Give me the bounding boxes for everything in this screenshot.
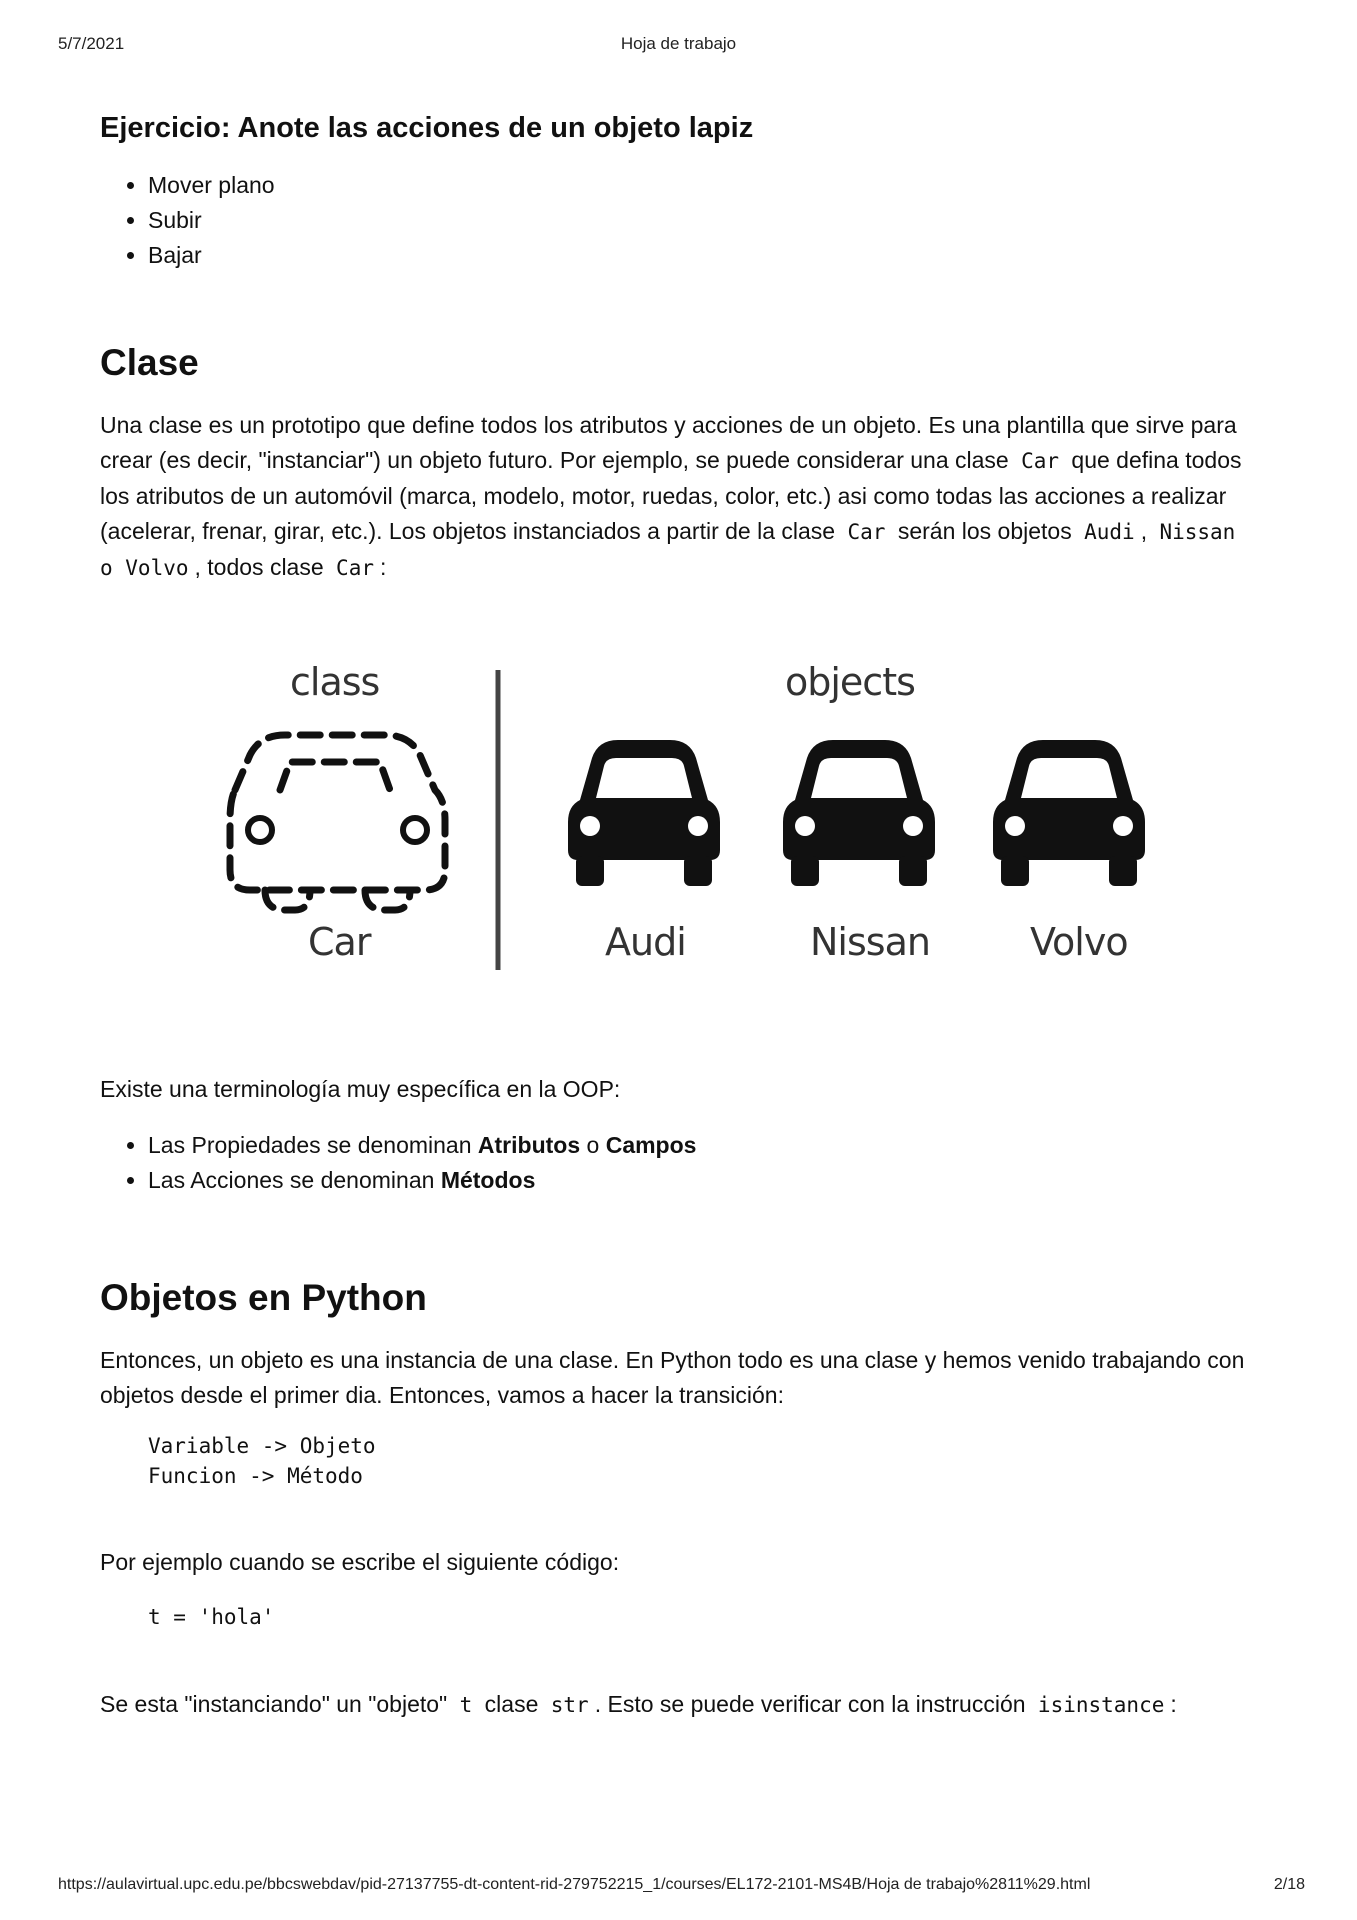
inline-code: Nissan o Volvo — [100, 520, 1236, 580]
car-icon-volvo — [993, 740, 1145, 886]
text: , todos clase — [194, 554, 324, 580]
inline-code: isinstance — [1037, 1693, 1165, 1717]
car-icon-audi — [568, 740, 720, 886]
code-block: Variable -> Objeto Funcion -> Método — [148, 1434, 376, 1488]
wheel-circle — [403, 818, 427, 842]
example-code: t = 'hola' — [148, 1605, 275, 1629]
class-objects-figure — [190, 640, 1150, 980]
object-label-volvo: Volvo — [1030, 920, 1128, 964]
list-item: • Mover plano — [148, 168, 275, 203]
wheel-circle — [248, 818, 272, 842]
text: Una clase es un prototipo que define todos los atributos y acciones de un objeto. Es una plantilla que sirve para crear (es decir, "instanciar") un objeto futuro. Por ejemplo, se puede considerar una clase — [100, 412, 1237, 473]
text: o — [586, 1132, 600, 1158]
text: que defina todos los atributos de un automóvil (marca, modelo, motor, ruedas, color, etc.) asi como todas las acciones a realizar (acelerar, frenar, girar, etc.). Los objetos instanciados a partir de la clase — [100, 447, 1242, 544]
inline-code: Car — [847, 520, 886, 544]
last-paragraph — [100, 1687, 1260, 1723]
class-car-label: Car — [308, 920, 371, 964]
objects-label: objects — [785, 660, 915, 704]
bold-term: Métodos — [440, 1167, 536, 1193]
class-label: class — [290, 660, 380, 704]
text: : — [1170, 1691, 1177, 1717]
inline-code: str — [550, 1693, 589, 1717]
objetos-paragraph: Entonces, un objeto es una instancia de una clase. En Python todo es una clase y hemos venido trabajando con objetos desde el primer dia. Entonces, vamos a hacer la transición: — [100, 1347, 1245, 1408]
header-title: Hoja de trabajo — [620, 34, 737, 53]
text: Las Propiedades se denominan — [148, 1132, 472, 1158]
inline-code: t — [459, 1693, 473, 1717]
inline-code: Car — [336, 556, 374, 580]
text: clase — [484, 1691, 539, 1717]
terminology-intro: Existe una terminología muy específica en la OOP: — [100, 1076, 621, 1102]
section-heading-clase: Clase — [100, 342, 199, 383]
bold-term: Atributos — [477, 1132, 581, 1158]
text: Se esta "instanciando" un "objeto" — [100, 1691, 448, 1717]
text: , — [1140, 518, 1148, 544]
object-label-nissan: Nissan — [810, 920, 930, 964]
list-item: • Subir — [148, 203, 275, 238]
example-intro: Por ejemplo cuando se escribe el siguiente código: — [100, 1549, 620, 1575]
footer-url: https://aulavirtual.upc.edu.pe/bbcswebdav/pid-27137755-dt-content-rid-279752215_1/courses/EL172-2101-MS4B/Hoja de trabajo%2811%29.html — [58, 1876, 1091, 1893]
bold-term: Campos — [605, 1132, 697, 1158]
car-icon-nissan — [783, 740, 935, 886]
text: Las Acciones se denominan — [148, 1167, 435, 1193]
dashed-car-icon — [230, 735, 445, 910]
object-label-audi: Audi — [605, 920, 686, 964]
text: : — [379, 554, 387, 580]
exercise-title: Ejercicio: Anote las acciones de un objeto lapiz — [100, 112, 754, 144]
terminology-list — [100, 1128, 696, 1198]
list-item — [148, 1128, 696, 1163]
inline-code: Audi — [1084, 520, 1135, 544]
exercise-list — [100, 168, 275, 273]
header-date: 5/7/2021 — [58, 34, 125, 53]
text: . Esto se puede verificar con la instrucción — [594, 1691, 1026, 1717]
inline-code: Car — [1021, 449, 1060, 473]
list-item: • Bajar — [148, 238, 275, 273]
list-item — [148, 1163, 696, 1198]
clase-paragraph — [100, 408, 1260, 586]
section-heading-objetos: Objetos en Python — [100, 1277, 427, 1318]
text: serán los objetos — [897, 518, 1072, 544]
footer-page-number: 2/18 — [1273, 1876, 1305, 1893]
